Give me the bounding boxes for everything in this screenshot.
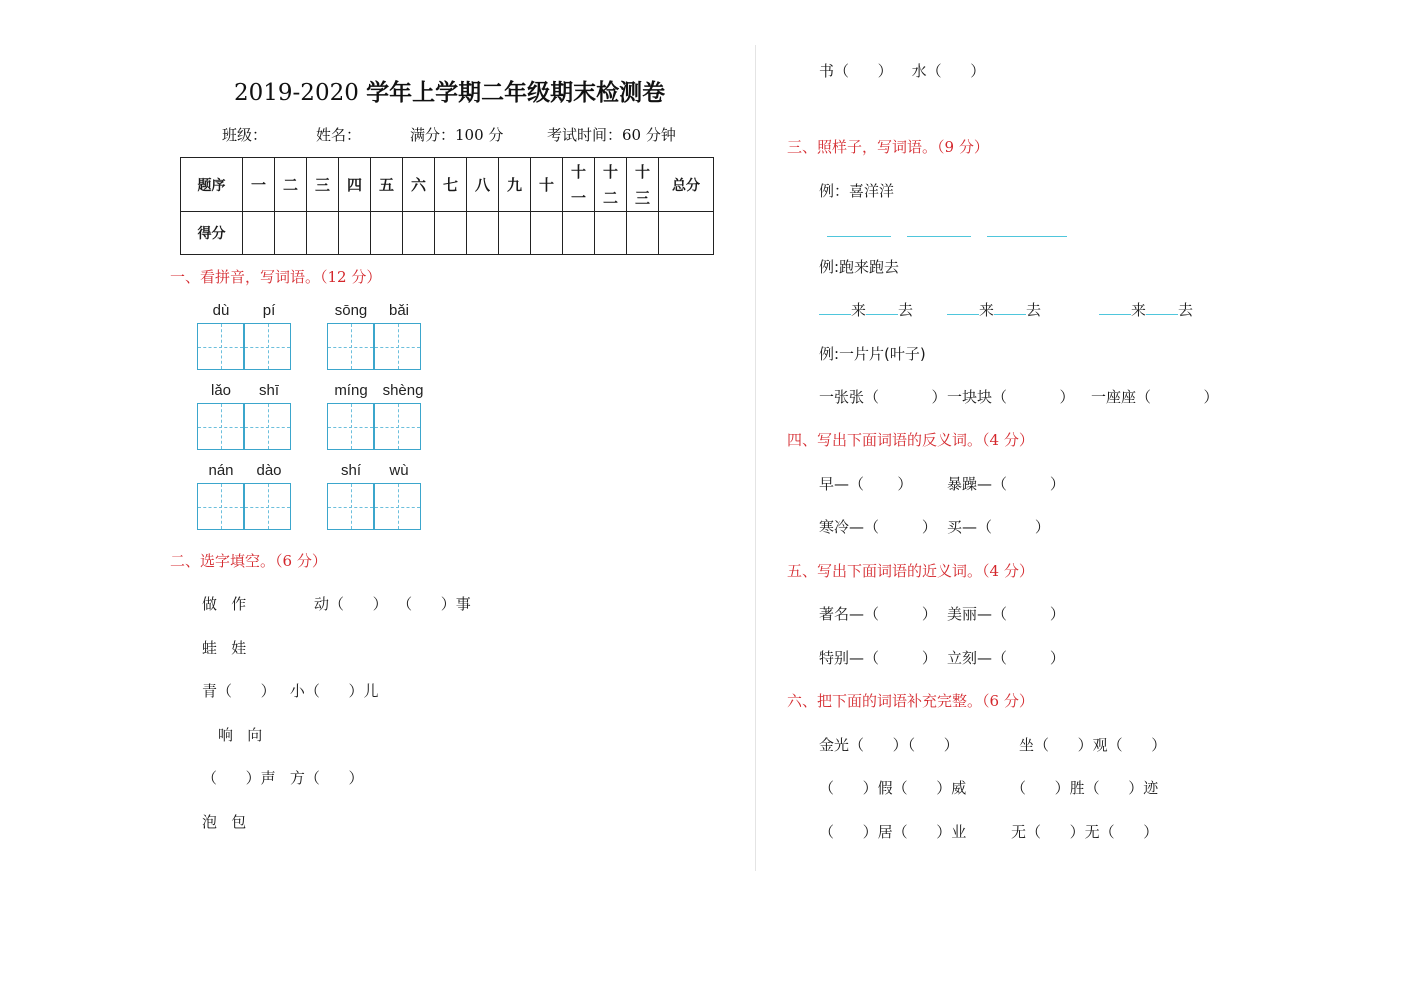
- answer-blank[interactable]: [1099, 314, 1131, 315]
- answer-blank[interactable]: [907, 236, 971, 237]
- pinyin: nán: [208, 462, 234, 479]
- col-7: 七: [435, 158, 467, 212]
- section4-heading-text: 四、写出下面词语的反义词。: [787, 431, 983, 449]
- char-pair: 泡 包: [202, 813, 247, 831]
- example-3: 例:一片片(叶子): [819, 345, 926, 363]
- fill-blank-item[interactable]: 一块块（ ）: [947, 388, 1075, 406]
- full-score: 满分：100 分: [410, 126, 504, 144]
- fill-blank-item[interactable]: 一张张（ ）: [819, 388, 947, 406]
- pinyin: shí: [340, 462, 361, 479]
- score-cell[interactable]: [275, 212, 307, 255]
- writing-grid-cell[interactable]: [374, 483, 421, 530]
- lai-qu-pattern: [819, 299, 913, 320]
- score-table: [180, 157, 714, 255]
- section1-heading-text: 一、看拼音，写词语。: [170, 268, 321, 286]
- writing-grid-cell[interactable]: [327, 483, 374, 530]
- answer-blank[interactable]: [866, 314, 898, 315]
- row-label-order: 题序: [181, 158, 243, 212]
- answer-blank[interactable]: [819, 314, 851, 315]
- pinyin: bǎi: [388, 302, 410, 319]
- idiom-item[interactable]: 无（ ）无（ ）: [1011, 823, 1159, 841]
- section3-points: （9 分）: [937, 138, 989, 156]
- col-9: 九: [499, 158, 531, 212]
- idiom-item[interactable]: （ ）胜（ ）迹: [1011, 779, 1159, 797]
- antonym-item[interactable]: 早—（ ）: [819, 475, 913, 493]
- answer-blank[interactable]: [827, 236, 891, 237]
- writing-grid-cell[interactable]: [327, 323, 374, 370]
- fill-blank-line[interactable]: （ ）声 方（ ）: [202, 769, 364, 787]
- section5-heading-text: 五、写出下面词语的近义词。: [787, 562, 983, 580]
- writing-grid-cell[interactable]: [244, 323, 291, 370]
- col-total: 总分: [659, 158, 714, 212]
- name-label: 姓名：: [316, 126, 362, 144]
- col-12-top: 十: [602, 162, 618, 181]
- col-6: 六: [403, 158, 435, 212]
- qu-char: 去: [1178, 301, 1194, 319]
- col-11: [563, 158, 595, 212]
- qu-char: 去: [898, 301, 914, 319]
- writing-grid-cell[interactable]: [244, 483, 291, 530]
- section1-heading: [170, 266, 381, 287]
- col-12: [595, 158, 627, 212]
- section3-heading-text: 三、照样子，写词语。: [787, 138, 938, 156]
- section4-heading: [787, 429, 1034, 450]
- score-cell-total[interactable]: [659, 212, 714, 255]
- col-5: 五: [371, 158, 403, 212]
- char-pair: 做 作: [202, 595, 247, 613]
- col-13-bottom: 三: [634, 188, 650, 207]
- section4-points: （4 分）: [982, 431, 1034, 449]
- qu-char: 去: [1026, 301, 1042, 319]
- answer-blank[interactable]: [1146, 314, 1178, 315]
- answer-blank[interactable]: [947, 314, 979, 315]
- col-13-top: 十: [634, 162, 650, 181]
- section6-points: （6 分）: [982, 692, 1034, 710]
- score-cell[interactable]: [627, 212, 659, 255]
- section1-points: （12 分）: [320, 268, 382, 286]
- score-cell[interactable]: [371, 212, 403, 255]
- pinyin: míng: [334, 382, 368, 399]
- writing-grid-cell[interactable]: [374, 403, 421, 450]
- lai-char: 来: [851, 301, 867, 319]
- fill-blank-line[interactable]: 动（ ） （ ）事: [314, 595, 471, 613]
- score-cell[interactable]: [307, 212, 339, 255]
- idiom-item[interactable]: （ ）假（ ）威: [819, 779, 967, 797]
- fill-blank-line[interactable]: 青（ ） 小（ ）儿: [202, 682, 379, 700]
- score-cell[interactable]: [595, 212, 627, 255]
- score-cell[interactable]: [467, 212, 499, 255]
- char-pair: 响 向: [218, 726, 263, 744]
- lai-char: 来: [979, 301, 995, 319]
- section3-heading: [787, 136, 989, 157]
- score-cell[interactable]: [499, 212, 531, 255]
- score-cell[interactable]: [435, 212, 467, 255]
- score-table-header-row: [181, 158, 714, 212]
- writing-grid-cell[interactable]: [197, 323, 244, 370]
- fill-blank-item[interactable]: 一座座（ ）: [1091, 388, 1219, 406]
- lai-qu-pattern: [947, 299, 1041, 320]
- antonym-item[interactable]: 暴躁—（ ）: [947, 475, 1065, 493]
- col-11-bottom: 一: [570, 188, 586, 207]
- score-cell[interactable]: [531, 212, 563, 255]
- col-8: 八: [467, 158, 499, 212]
- pinyin: shī: [258, 382, 279, 399]
- score-cell[interactable]: [243, 212, 275, 255]
- idiom-item[interactable]: 金光（ ）（ ）: [819, 736, 959, 754]
- pinyin: sōng: [334, 302, 368, 319]
- answer-blank[interactable]: [987, 236, 1067, 237]
- writing-grid-cell[interactable]: [327, 403, 374, 450]
- column-divider: [755, 45, 756, 871]
- score-cell[interactable]: [403, 212, 435, 255]
- col-1: 一: [243, 158, 275, 212]
- row-label-score: 得分: [181, 212, 243, 255]
- lai-char: 来: [1131, 301, 1147, 319]
- idiom-item[interactable]: （ ）居（ ）业: [819, 823, 967, 841]
- section2-points: （6 分）: [275, 552, 327, 570]
- title-year: 2019-2020: [234, 80, 359, 106]
- section2-heading: [170, 550, 327, 571]
- synonym-item[interactable]: 著名—（ ）: [819, 605, 937, 623]
- lai-qu-pattern: [1099, 299, 1193, 320]
- score-cell[interactable]: [563, 212, 595, 255]
- title-text: 学年上学期二年级期末检测卷: [366, 80, 666, 106]
- col-3: 三: [307, 158, 339, 212]
- synonym-item[interactable]: 立刻—（ ）: [947, 649, 1065, 667]
- pinyin: shèng: [382, 382, 424, 399]
- idiom-item[interactable]: 坐（ ）观（ ）: [1019, 736, 1167, 754]
- synonym-item[interactable]: 特别—（ ）: [819, 649, 937, 667]
- section2-heading-text: 二、选字填空。: [170, 552, 276, 570]
- fill-blank-line[interactable]: 书（ ） 水（ ）: [819, 62, 986, 80]
- col-4: 四: [339, 158, 371, 212]
- col-12-bottom: 二: [602, 188, 618, 207]
- score-cell[interactable]: [339, 212, 371, 255]
- pinyin: dào: [256, 462, 282, 479]
- writing-grid-cell[interactable]: [197, 483, 244, 530]
- col-2: 二: [275, 158, 307, 212]
- writing-grid-cell[interactable]: [374, 323, 421, 370]
- example-2: 例:跑来跑去: [819, 258, 900, 276]
- section6-heading: [787, 690, 1034, 711]
- section5-heading: [787, 560, 1034, 581]
- char-pair: 蛙 娃: [202, 639, 247, 657]
- pinyin: wù: [389, 462, 409, 479]
- score-table-score-row: [181, 212, 714, 255]
- section6-heading-text: 六、把下面的词语补充完整。: [787, 692, 983, 710]
- class-label: 班级：: [222, 126, 268, 144]
- pinyin: lǎo: [210, 382, 232, 399]
- col-10: 十: [531, 158, 563, 212]
- page-title: [234, 74, 665, 107]
- exam-time: 考试时间：60 分钟: [547, 126, 676, 144]
- pinyin: pí: [262, 302, 276, 319]
- col-11-top: 十: [570, 162, 586, 181]
- synonym-item[interactable]: 美丽—（ ）: [947, 605, 1065, 623]
- answer-blank[interactable]: [994, 314, 1026, 315]
- col-13: [627, 158, 659, 212]
- writing-grid-cell[interactable]: [244, 403, 291, 450]
- antonym-item[interactable]: 买—（ ）: [947, 518, 1050, 536]
- writing-grid-cell[interactable]: [197, 403, 244, 450]
- pinyin: dù: [212, 302, 230, 319]
- section5-points: （4 分）: [982, 562, 1034, 580]
- antonym-item[interactable]: 寒冷—（ ）: [819, 518, 937, 536]
- example-1: 例：喜洋洋: [819, 182, 895, 200]
